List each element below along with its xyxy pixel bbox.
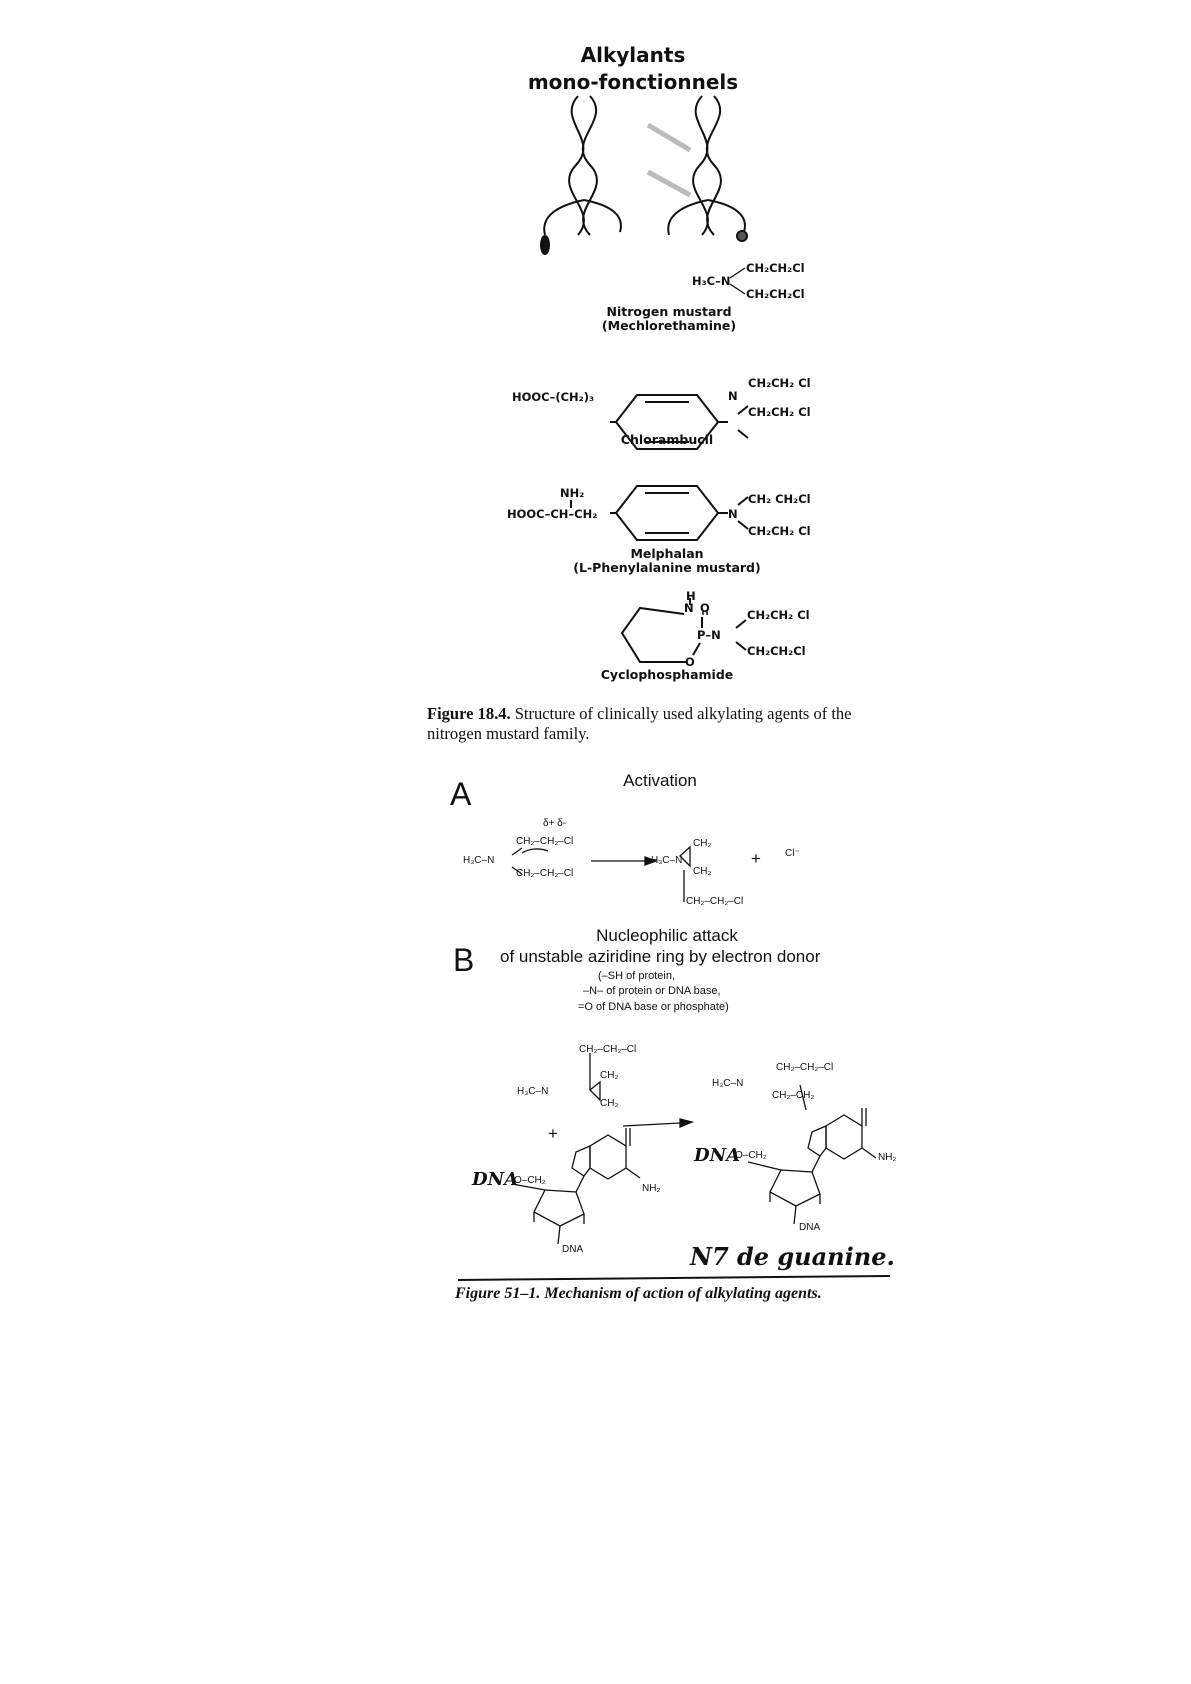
aziridinium-left-icon (590, 1053, 600, 1100)
mechlorethamine-arm-2: CH₂CH₂Cl (746, 287, 805, 301)
cyclophosphamide-name: Cyclophosphamide (600, 667, 734, 682)
panel-b-right-h3cn: H₃C–N (712, 1078, 744, 1089)
cyclophosphamide-o-top: O (700, 601, 710, 615)
melphalan-left: HOOC–CH–CH₂ (507, 507, 598, 521)
figure-51-1-caption: Figure 51–1. Mechanism of action of alkylating agents. (455, 1285, 822, 1302)
panel-b-plus: + (548, 1124, 558, 1143)
panel-b-sub-1: (–SH of protein, (598, 970, 676, 982)
cyclophosphamide-o-ring: O (685, 655, 695, 669)
panel-a-letter: A (450, 776, 472, 812)
mechlorethamine-h3cn: H₃C–N (692, 274, 731, 288)
melphalan-nh2: NH₂ (560, 486, 585, 500)
dna-strand-left-icon (541, 96, 621, 254)
figure-18-4-text-1: Structure of clinically used alkylating agents of the (510, 704, 852, 723)
panel-a-product-chain: CH₂–CH₂–Cl (686, 896, 744, 907)
caption-rule-icon (458, 1276, 890, 1280)
panel-b-dna-bottom-left: DNA (562, 1244, 584, 1255)
panel-b-left-h3cn: H₃C–N (517, 1086, 549, 1097)
mechlorethamine-arm-1: CH₂CH₂Cl (746, 261, 805, 275)
dna-strand-right-icon (648, 96, 747, 241)
panel-a-plus: + (751, 849, 761, 868)
cyclophosphamide-p-n: P–N (697, 628, 721, 642)
panel-b-right-arm-1: CH₂–CH₂–Cl (776, 1062, 834, 1073)
panel-a-product-h3cn: H₃C–N (651, 855, 683, 866)
cyclophosphamide-arm-2: CH₂CH₂Cl (747, 644, 806, 658)
figure-18-4-caption-line-1 (427, 704, 851, 724)
melphalan-benzene-icon (571, 486, 748, 540)
panel-a-arm-2: CH₂–CH₂–Cl (516, 868, 574, 879)
guanine-left-icon (512, 1128, 640, 1244)
melphalan-arm-2: CH₂CH₂ Cl (748, 524, 811, 538)
melphalan-arm-1: CH₂ CH₂Cl (748, 492, 811, 506)
panel-a-deltas: δ+ δ- (543, 818, 567, 829)
mechlorethamine-name-1: Nitrogen mustard (606, 304, 732, 319)
cyclophosphamide-n-ring: N (684, 601, 694, 615)
panel-b-left-chain: CH₂–CH₂–Cl (579, 1044, 637, 1055)
panel-a-arm-1: CH₂–CH₂–Cl (516, 836, 574, 847)
chlorambucil-name: Chlorambucil (620, 432, 714, 447)
panel-b-dna-bottom-right: DNA (799, 1222, 821, 1233)
chlorambucil-arm-2: CH₂CH₂ Cl (748, 405, 811, 419)
panel-b-nh2-right: NH₂ (878, 1152, 897, 1163)
melphalan-name-2: (L-Phenylalanine mustard) (573, 560, 761, 575)
panel-b-heading-1: Nucleophilic attack (596, 926, 738, 945)
panel-b-dna-right: DNA (694, 1145, 741, 1166)
panel-b-right-arm-2: CH₂–CH₂ (772, 1090, 815, 1101)
chlorambucil-arm-1: CH₂CH₂ Cl (748, 376, 811, 390)
cyclophosphamide-h: H (686, 589, 696, 603)
alkylation-arrow-icon (623, 1119, 692, 1127)
chlorambucil-n: N (728, 389, 738, 403)
heading-line-1: Alkylants (580, 43, 686, 67)
panel-b-dna-left: DNA (472, 1169, 519, 1190)
panel-b-och2-left: O–CH₂ (514, 1175, 546, 1186)
panel-a-product-ch2-b: CH₂ (693, 866, 712, 877)
panel-b-sub-2: –N– of protein or DNA base, (583, 985, 721, 997)
panel-a-heading: Activation (623, 771, 697, 790)
panel-b-sub-3: =O of DNA base or phosphate) (578, 1001, 729, 1013)
figure-18-4-caption-line-2: nitrogen mustard family. (427, 724, 590, 743)
heading-line-2: mono-fonctionnels (527, 70, 739, 94)
panel-b-left-ch2-a: CH₂ (600, 1070, 619, 1081)
melphalan-n: N (728, 507, 738, 521)
panel-b-nh2-left: NH₂ (642, 1183, 661, 1194)
panel-a-chloride: Cl⁻ (785, 848, 800, 859)
mechlorethamine-bonds-icon (730, 268, 745, 294)
figure-18-4-label: Figure 18.4. (427, 704, 511, 723)
handwritten-annotation: N7 de guanine. (690, 1242, 895, 1271)
cyclophosphamide-arm-1: CH₂CH₂ Cl (747, 608, 810, 622)
mechlorethamine-name-2: (Mechlorethamine) (601, 318, 737, 333)
panel-b-letter: B (453, 942, 475, 978)
panel-b-left-ch2-b: CH₂ (600, 1098, 619, 1109)
chlorambucil-left: HOOC–(CH₂)₃ (512, 390, 595, 404)
melphalan-name-1: Melphalan (630, 546, 704, 561)
panel-a-product-ch2-a: CH₂ (693, 838, 712, 849)
guanine-right-icon (748, 1085, 876, 1224)
panel-b-och2-right: O–CH₂ (735, 1150, 767, 1161)
panel-a-h3cn: H₃C–N (463, 855, 495, 866)
panel-b-heading-2: of unstable aziridine ring by electron donor (500, 947, 821, 966)
